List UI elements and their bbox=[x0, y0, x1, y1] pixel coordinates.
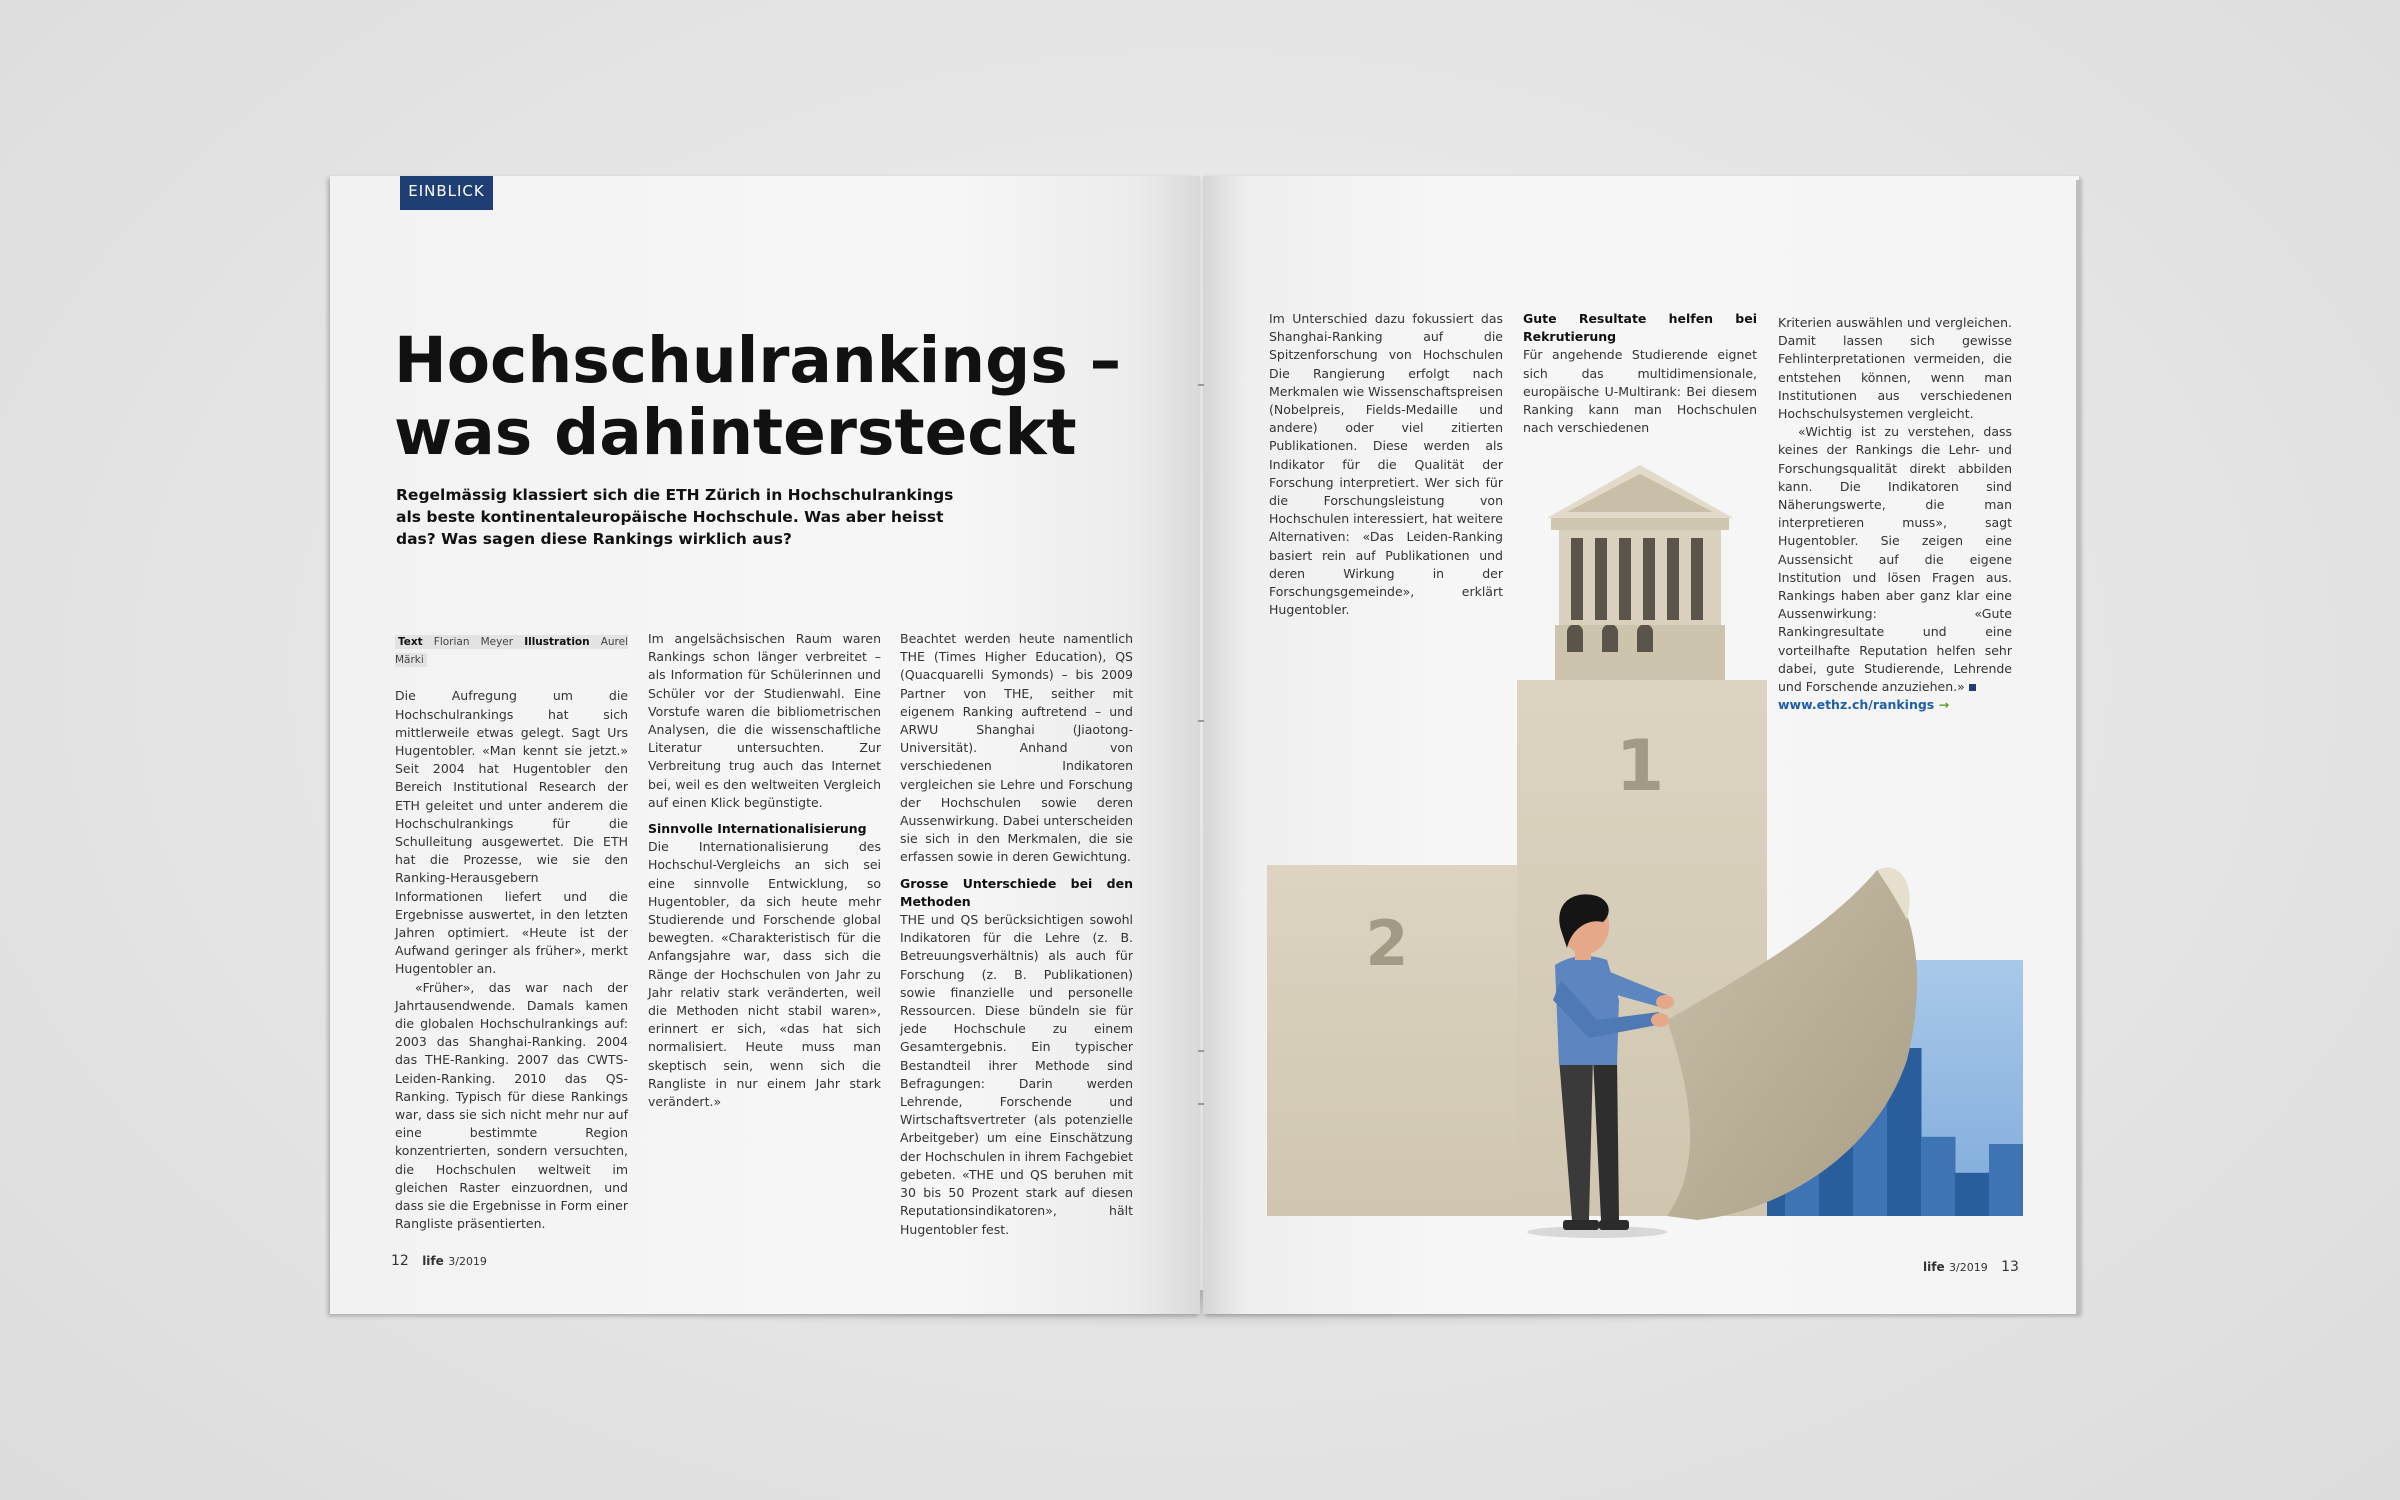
page-edge bbox=[2076, 180, 2080, 1314]
rankings-link-text[interactable]: www.ethz.ch/rankings bbox=[1778, 697, 1935, 713]
crop-mark bbox=[1198, 1050, 1204, 1052]
column-2 bbox=[648, 630, 881, 1111]
footer-left bbox=[391, 1253, 487, 1269]
section-tag: EINBLICK bbox=[400, 176, 493, 210]
issue-right: 3/2019 bbox=[1949, 1261, 1988, 1274]
credit-illustration-label: Illustration bbox=[524, 636, 590, 648]
magazine-name-right: life bbox=[1923, 1260, 1945, 1274]
column-1-paragraph-2: «Früher», das war nach der Jahrtausendwende. Damals kamen die globalen Hochschulrankings auf: 2003 das Shanghai-Ranking. 2004 das THE-Ranking. 2007 das CWTS-Leiden-Ranking. 2010 das QS-Ranking. Typisch für diese Rankings war, dass sie sich nicht mehr nur auf eine bestimmte Region konzentrierten, sondern versuchten, die Hochschulen weltweit im gleichen Raster einzuordnen, und dass sie die Ergebnisse in Form einer Rangliste präsentierten. bbox=[395, 979, 628, 1232]
column-1-paragraph-1: Die Aufregung um die Hochschulrankings hat sich mittlerweile etwas gelegt. Sagt Urs Hugentobler. «Man kennt sie jetzt.» Seit 2004 hat Hugentobler den Bereich Institutional Research der ETH geleitet und unter anderem die Hochschulrankings für die Schulleitung ausgewertet. Die ETH hat die Prozesse, wie sie den Ranking-Herausgebern Informationen liefert und die Ergebnisse auswertet, in den letzten Jahren optimiert. «Heute ist der Aufwand geringer als früher», merkt Hugentobler an. bbox=[395, 688, 628, 977]
podium-first-label: 1 bbox=[1615, 725, 1665, 807]
page-number-right: 13 bbox=[2001, 1259, 2019, 1275]
column-2-paragraph-2: Die Internationalisierung des Hochschul-Vergleichs an sich sei eine sinnvolle Entwicklung, so Hugentobler, da sich heute mehr Studierende und Forschende global bewegten. «Charakteristisch für die Anfangsjahre war, dass sich die Ränge der Hochschulen von Jahr zu Jahr relativ stark veränderten, weil die Methoden nicht stabil waren», erinnert er sich, «das hat sich normalisiert. Heute muss man skeptisch sein, wenn sich die Rangliste in nur einem Jahr stark verändert.» bbox=[648, 839, 881, 1110]
arrow-right-icon: → bbox=[1938, 697, 1950, 713]
magazine-name-left: life bbox=[422, 1254, 444, 1268]
credit-text-label: Text bbox=[398, 636, 423, 648]
podium-illustration bbox=[1267, 460, 2023, 1240]
chart-bar bbox=[1989, 1144, 2023, 1216]
headline-line-2: was dahintersteckt bbox=[394, 396, 1077, 469]
column-5-paragraph-1: Für angehende Studierende eignet sich das multidimensionale, europäische U-Multirank: Bei diesem Ranking kann man Hochschulen nach verschiedenen bbox=[1523, 347, 1757, 436]
column-3-paragraph-2: THE und QS berücksichtigen sowohl Indikatoren für die Lehre (z. B. Betreuungsverhältnis) als auch für Forschung (z. B. Publikationen) sowie finanzielle und personelle Ressourcen. Diese bündeln sie für jede Hochschule zu einem Gesamtergebnis. Ein typischer Bestandteil ihrer Methode sind Befragungen: Darin werden Lehrende, Forschende und Wirtschaftsvertreter (als potenzielle Arbeitgeber) um eine Einschätzung der Hochschulen in ihrem Fachgebiet gebeten. «THE und QS beruhen mit 30 bis 50 Prozent stark auf diesen Reputationsindikatoren», hält Hugentobler fest. bbox=[900, 912, 1133, 1237]
chart-bar bbox=[1955, 1173, 1990, 1216]
column-2-heading: Sinnvolle Internationalisierung bbox=[648, 821, 867, 837]
column-4-paragraph-1: Im Unterschied dazu fokussiert das Shanghai-Ranking auf die Spitzenforschung von Hochschulen Die Rangierung erfolgt nach Merkmalen wie Wissenschaftspreisen (Nobelpreis, Fields-Medaille und andere) oder viel zitierten Publikationen. Diese werden als Indikator für die Qualität der Forschung interpretiert. Wer sich für die Forschungsleistung von Hochschulen interessiert, hat weitere Alternativen: «Das Leiden-Ranking basiert rein auf Publikationen und deren Wirkung in der Forschungsgemeinde», erklärt Hugentobler. bbox=[1269, 311, 1503, 618]
column-1 bbox=[395, 633, 628, 1234]
headline bbox=[394, 325, 1174, 469]
credit-text-author: Florian Meyer bbox=[433, 636, 514, 648]
page-number-left: 12 bbox=[391, 1253, 409, 1269]
credit-line bbox=[395, 633, 628, 669]
column-3-paragraph-1: Beachtet werden heute namentlich THE (Times Higher Education), QS (Quacquarelli Symonds) – bis 2009 Partner von THE, seither mit eigenem Ranking auftretend – und ARWU Shanghai (Jiaotong-Universität). Anhand von verschiedenen Indikatoren vergleichen sie Lehre und Forschung der Hochschulen sowie deren Aussenwirkung. Dabei unterscheiden sie sich in den Merkmalen, die sie erfassen sowie in deren Gewichtung. bbox=[900, 631, 1133, 865]
lead-paragraph: Regelmässig klassiert sich die ETH Zürich in Hochschulrankings als beste kontinentaleuropäische Hochschule. Was aber heisst das? Was sagen diese Rankings wirklich aus? bbox=[396, 486, 954, 548]
column-2-paragraph-1: Im angelsächsischen Raum waren Rankings schon länger verbreitet – als Information für Schülerinnen und Schüler vor der Studienwahl. Eine Vorstufe waren die bibliometrischen Analysen, die die wissenschaftliche Literatur untersuchten. Zur Verbreitung trug auch das Internet bei, weil es den weltweiten Vergleich auf einen Klick begünstigte. bbox=[648, 631, 881, 810]
podium-second-label: 2 bbox=[1365, 907, 1409, 980]
issue-left: 3/2019 bbox=[448, 1255, 487, 1268]
crop-mark bbox=[1198, 1103, 1204, 1105]
column-6-paragraph-1: Kriterien auswählen und vergleichen. Damit lassen sich gewisse Fehlinterpretationen vermeiden, die entstehen können, wenn man Institutionen aus verschiedenen Hochschulsystemen vergleicht. bbox=[1778, 315, 2012, 422]
column-5 bbox=[1523, 310, 1757, 437]
crop-mark bbox=[1198, 720, 1204, 722]
chart-bar bbox=[1921, 1137, 1956, 1216]
headline-line-1: Hochschulrankings – bbox=[394, 324, 1122, 397]
crop-mark bbox=[1198, 384, 1204, 386]
university-building bbox=[1547, 465, 1733, 680]
credit-illustration-author: Aurel Märki bbox=[395, 636, 629, 667]
footer-right bbox=[1923, 1259, 2019, 1275]
column-3-heading: Grosse Unterschiede bei den Methoden bbox=[900, 875, 1133, 909]
column-6-paragraph-2-text: «Wichtig ist zu verstehen, dass keines der Rankings die Lehr- und Forschungsqualität direkt abbilden kann. Die Indikatoren sind Näherungswerte, die man interpretieren muss», sagt Hugentobler. Sie zeigen eine Aussensicht auf die eigene Institution und lösen Fragen aus. Rankings haben aber ganz klar eine Aussenwirkung: «Gute Rankingresultate und eine vorteilhafte Reputation helfen sehr dabei, gute Studierende, Lehrende und Forschende anzuziehen.» bbox=[1778, 424, 2012, 695]
column-3 bbox=[900, 630, 1133, 1239]
column-5-heading: Gute Resultate helfen bei Rekrutierung bbox=[1523, 311, 1757, 345]
